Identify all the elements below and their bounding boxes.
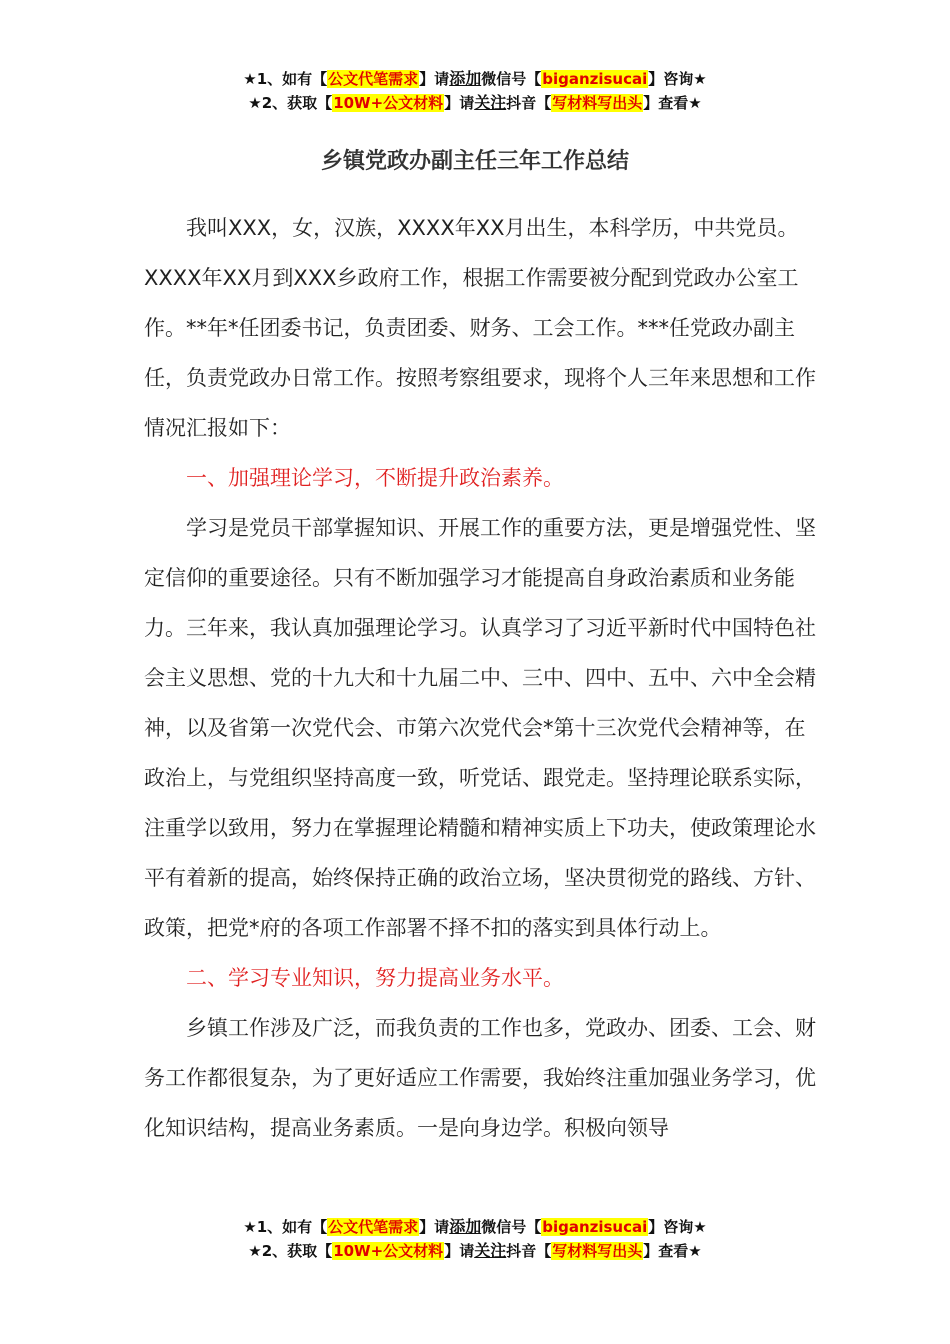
promo-emphasis: 关注: [474, 93, 507, 112]
promo-line-2: [0, 91, 950, 115]
promo-line-1: [0, 1215, 950, 1239]
promo-highlight: biganzisucai: [542, 1218, 648, 1236]
promo-highlight: 公文代笔需求: [328, 1218, 419, 1236]
promo-line-1: [0, 67, 950, 91]
promo-banner-top: [0, 67, 950, 115]
section-heading: 一、加强理论学习，不断提升政治素养。: [186, 466, 564, 490]
promo-text: 】请: [444, 94, 475, 112]
promo-text: ★2、获取【: [248, 94, 333, 112]
promo-emphasis: 添加: [449, 1217, 482, 1236]
promo-text: 】请: [419, 70, 450, 88]
promo-line-2: [0, 1239, 950, 1263]
paragraph: 乡镇工作涉及广泛，而我负责的工作也多，党政办、团委、工会、财务工作都很复杂，为了更好适应工作需要，我始终注重加强业务学习，优化知识结构，提高业务素质。一是向身边学。积极向领导: [144, 1016, 816, 1140]
promo-highlight: 写材料写出头: [552, 1242, 643, 1260]
promo-text: 】咨询★: [648, 70, 707, 88]
promo-text: 】咨询★: [648, 1218, 707, 1236]
document-title: 乡镇党政办副主任三年工作总结: [320, 149, 629, 174]
promo-text: ★1、如有【: [243, 70, 328, 88]
paragraph: 学习是党员干部掌握知识、开展工作的重要方法，更是增强党性、坚定信仰的重要途径。只有不断加强学习才能提高自身政治素质和业务能力。三年来，我认真加强理论学习。认真学习了习近平新时代中国特色社会主义思想、党的十九大和十九届二中、三中、四中、五中、六中全会精神，以及省第一次党代会、市第六次党代会*第十三次党代会精神等，在政治上，与党组织坚持高度一致，听党话、跟党走。坚持理论联系实际，注重学以致用，努力在掌握理论精髓和精神实质上下功夫，使政策理论水平有着新的提高，始终保持正确的政治立场，坚决贯彻党的路线、方针、政策，把党*府的各项工作部署不择不扣的落实到具体行动上。: [144, 516, 816, 940]
promo-text: 】请: [444, 1242, 475, 1260]
promo-text: 】查看★: [643, 1242, 702, 1260]
promo-emphasis: 关注: [474, 1241, 507, 1260]
promo-highlight: 10W+公文材料: [333, 94, 444, 112]
promo-text: 抖音【: [506, 94, 552, 112]
promo-text: 微信号【: [481, 1218, 542, 1236]
promo-highlight: 写材料写出头: [552, 94, 643, 112]
promo-text: ★1、如有【: [243, 1218, 328, 1236]
promo-highlight: 公文代笔需求: [328, 70, 419, 88]
section-heading: 二、学习专业知识，努力提高业务水平。: [186, 966, 564, 990]
promo-text: 】查看★: [643, 94, 702, 112]
promo-text: ★2、获取【: [248, 1242, 333, 1260]
promo-text: 抖音【: [506, 1242, 552, 1260]
paragraph: 我叫XXX，女，汉族，XXXX年XX月出生，本科学历，中共党员。XXXX年XX月到XXX乡政府工作，根据工作需要被分配到党政办公室工作。**年*任团委书记，负责团委、财务、工会工作。***任党政办副主任，负责党政办日常工作。按照考察组要求，现将个人三年来思想和工作情况汇报如下：: [144, 216, 816, 440]
promo-banner-bottom: [0, 1215, 950, 1263]
document-body: [144, 203, 816, 1153]
promo-highlight: 10W+公文材料: [333, 1242, 444, 1260]
promo-text: 】请: [419, 1218, 450, 1236]
promo-emphasis: 添加: [449, 69, 482, 88]
promo-highlight: biganzisucai: [542, 70, 648, 88]
promo-text: 微信号【: [481, 70, 542, 88]
